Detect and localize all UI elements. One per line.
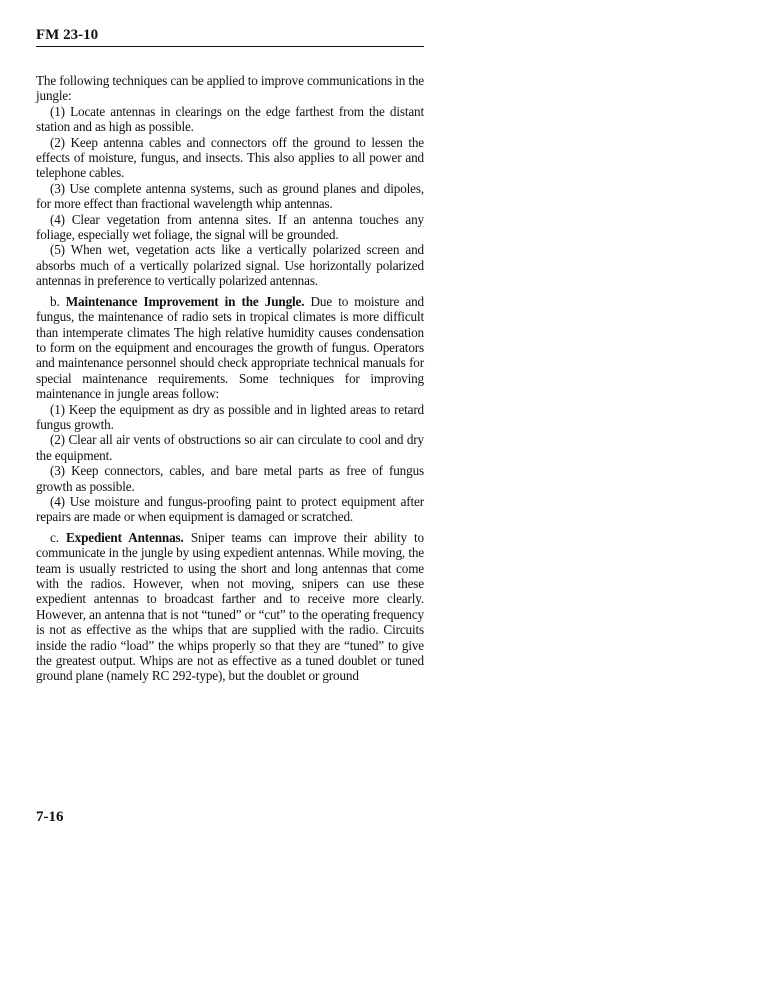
section-b-prefix: b. [50,293,66,309]
maintenance-item-4: (4) Use moisture and fungus-proofing paint to protect equipment after repairs are made or when equipment is damaged or scratched. [36,493,424,525]
maintenance-item-2: (2) Clear all air vents of obstructions so air can circulate to cool and dry the equipment. [36,432,424,463]
running-header: FM 23-10 [36,26,424,47]
page-number: 7-16 [36,809,64,825]
maintenance-item-3: (3) Keep connectors, cables, and bare metal parts as free of fungus growth as possible. [36,463,424,494]
section-b-paragraph [36,294,424,402]
comms-item-2: (2) Keep antenna cables and connectors off the ground to lessen the effects of moisture, fungus, and insects. This also applies to all power and telephone cables. [36,134,424,181]
section-c-prefix: c. [50,529,66,545]
section-c-heading: Expedient Antennas. [66,529,184,545]
page [36,26,424,684]
comms-item-4: (4) Clear vegetation from antenna sites. If an antenna touches any foliage, especially wet foliage, the signal will be grounded. [36,211,424,243]
section-c-paragraph [36,530,424,684]
maintenance-item-1: (1) Keep the equipment as dry as possible and in lighted areas to retard fungus growth. [36,401,424,432]
comms-item-3: (3) Use complete antenna systems, such as ground planes and dipoles, for more effect than fractional wavelength whip antennas. [36,180,424,212]
comms-item-5: (5) When wet, vegetation acts like a vertically polarized screen and absorbs much of a vertically polarized signal. Use horizontally polarized antennas in preference to vertically polarized antennas. [36,242,424,289]
comms-item-1: (1) Locate antennas in clearings on the edge farthest from the distant station and as high as possible. [36,103,424,135]
body-text [36,73,424,684]
intro-paragraph: The following techniques can be applied to improve communications in the jungle: [36,73,424,104]
section-b-text: Due to moisture and fungus, the maintenance of radio sets in tropical climates is more difficult than intemperate climates The high relative humidity causes condensation to form on the equipment and encourages the growth of fungus. Operators and maintenance personnel should check appropriate technical manuals for special maintenance requirements. Some techniques for improving maintenance in jungle areas follow: [36,293,424,402]
section-b-heading: Maintenance Improvement in the Jungle. [65,293,305,309]
section-c-text: Sniper teams can improve their ability to communicate in the jungle by using expedient antennas. While moving, the team is usually restricted to using the short and long antennas that come with the radios. However, when not moving, snipers can use these expedient antennas to broadcast farther and to receive more clearly. However, an antenna that is not “tuned” or “cut” to the operating frequency is not as effective as the whips that are supplied with the radio. Circuits inside the radio “load” the whips properly so that they are “tuned” to give the greatest output. Whips are not as effective as a tuned doublet or tuned ground plane (namely RC 292-type), but the doublet or ground [36,529,424,684]
